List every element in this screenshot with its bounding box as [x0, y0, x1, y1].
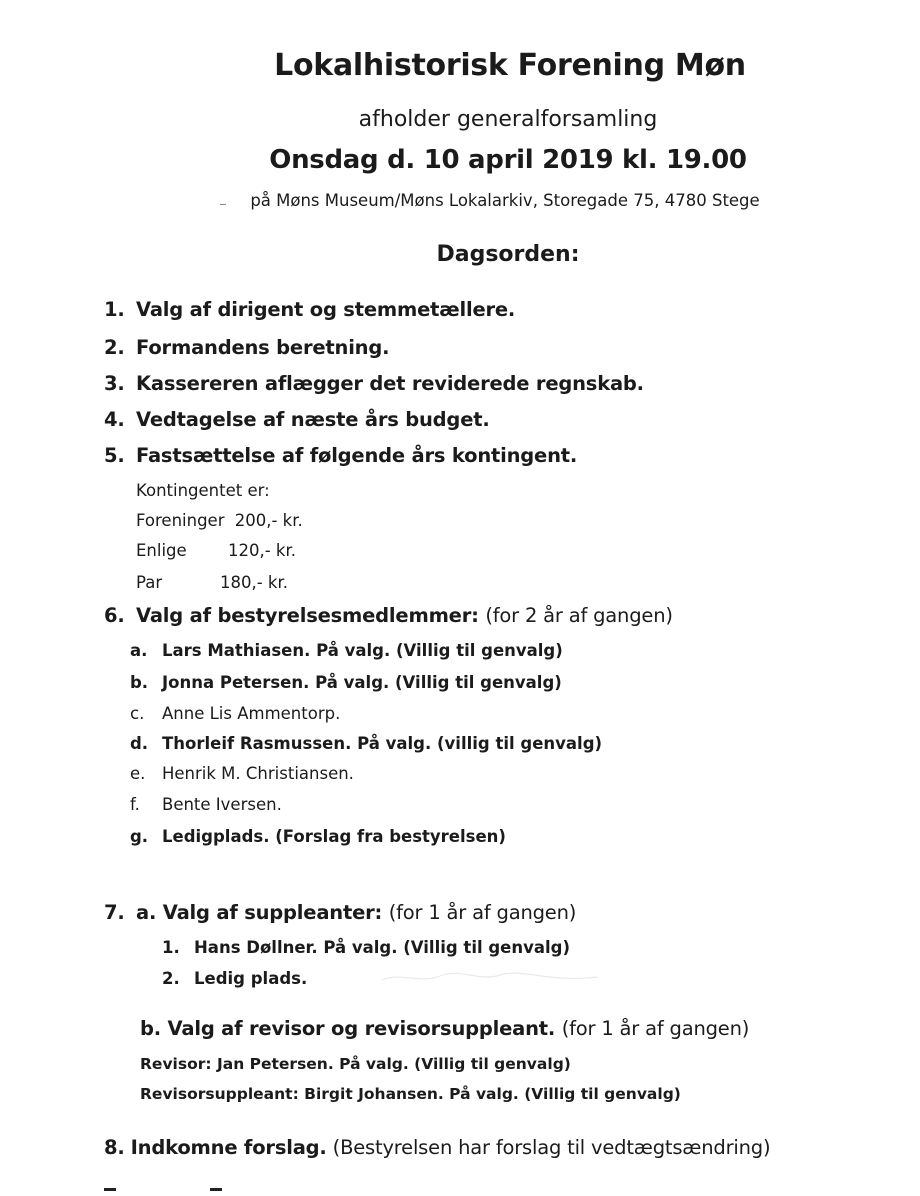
- item-text: Vedtagelse af næste års budget.: [136, 408, 490, 431]
- item-text: Fastsættelse af følgende års kontingent.: [136, 444, 578, 467]
- item-note: (for 2 år af gangen): [485, 604, 673, 627]
- member-text: Ledigplads. (Forslag fra bestyrelsen): [162, 827, 506, 846]
- member-letter: g.: [130, 827, 149, 846]
- member-text: Jonna Petersen. På valg. (Villig til genvalg): [162, 673, 562, 692]
- item-number: 2.: [104, 336, 125, 359]
- item-number: 5.: [104, 444, 125, 467]
- member-text: Henrik M. Christiansen.: [162, 764, 354, 783]
- item-text: a. Valg af suppleanter:: [136, 901, 383, 924]
- item-number: 4.: [104, 408, 125, 431]
- item-text: Kassereren aflægger det reviderede regnskab.: [136, 372, 644, 395]
- item-text: Valg af dirigent og stemmetællere.: [136, 298, 516, 321]
- item-number: 3.: [104, 372, 125, 395]
- fee-label: Enlige: [136, 541, 187, 560]
- document-title: Lokalhistorisk Forening Møn: [274, 48, 746, 83]
- item-number: 1.: [104, 298, 125, 321]
- item-text: Indkomne forslag.: [130, 1136, 327, 1159]
- item-text: Formandens beretning.: [136, 336, 390, 359]
- fee-label: Foreninger: [136, 511, 225, 530]
- cutoff-text-fragment: [210, 1188, 222, 1191]
- substitute-number: 1.: [162, 938, 180, 957]
- faint-handwriting: [380, 968, 600, 988]
- deputy-auditor-line: Revisorsuppleant: Birgit Johansen. På valg. (Villig til genvalg): [140, 1085, 681, 1103]
- member-letter: f.: [130, 795, 140, 814]
- fee-amount: 200,- kr.: [234, 511, 303, 530]
- auditor-line: Revisor: Jan Petersen. På valg. (Villig til genvalg): [140, 1055, 571, 1073]
- member-letter: c.: [130, 704, 145, 723]
- member-text: Thorleif Rasmussen. På valg. (villig til genvalg): [162, 734, 603, 753]
- fee-label: Par: [136, 573, 163, 592]
- fee-row: [136, 511, 303, 530]
- item-number: 8.: [104, 1136, 125, 1159]
- member-letter: a.: [130, 641, 148, 660]
- item-note: (for 1 år af gangen): [388, 901, 577, 924]
- member-letter: b.: [130, 673, 149, 692]
- member-text: Anne Lis Ammentorp.: [162, 704, 341, 723]
- substitute-number: 2.: [162, 969, 180, 988]
- document-subtitle: afholder generalforsamling: [358, 107, 658, 132]
- substitute-text: Hans Døllner. På valg. (Villig til genvalg): [194, 938, 571, 957]
- fee-intro: Kontingentet er:: [136, 481, 270, 500]
- meeting-location: på Møns Museum/Møns Lokalarkiv, Storegade 75, 4780 Stege: [250, 191, 760, 210]
- member-text: Lars Mathiasen. På valg. (Villig til genvalg): [162, 641, 563, 660]
- cutoff-text-fragment: [104, 1188, 116, 1191]
- item-text: Valg af bestyrelsesmedlemmer:: [136, 604, 479, 627]
- meeting-date: Onsdag d. 10 april 2019 kl. 19.00: [269, 145, 747, 175]
- member-letter: e.: [130, 764, 146, 783]
- substitute-text: Ledig plads.: [194, 969, 308, 988]
- fee-amount: 180,- kr.: [220, 573, 289, 592]
- member-text: Bente Iversen.: [162, 795, 282, 814]
- auditor-heading-note: (for 1 år af gangen): [561, 1017, 750, 1040]
- fee-amount: 120,- kr.: [228, 541, 297, 560]
- item-number: 6.: [104, 604, 125, 627]
- agenda-item: [104, 1136, 770, 1159]
- auditor-heading: [140, 1017, 749, 1040]
- member-letter: d.: [130, 734, 149, 753]
- agenda-heading: Dagsorden:: [436, 242, 580, 267]
- item-number: 7.: [104, 901, 125, 924]
- auditor-heading-text: b. Valg af revisor og revisorsuppleant.: [140, 1017, 556, 1040]
- item-note: (Bestyrelsen har forslag til vedtægtsændring): [332, 1136, 771, 1159]
